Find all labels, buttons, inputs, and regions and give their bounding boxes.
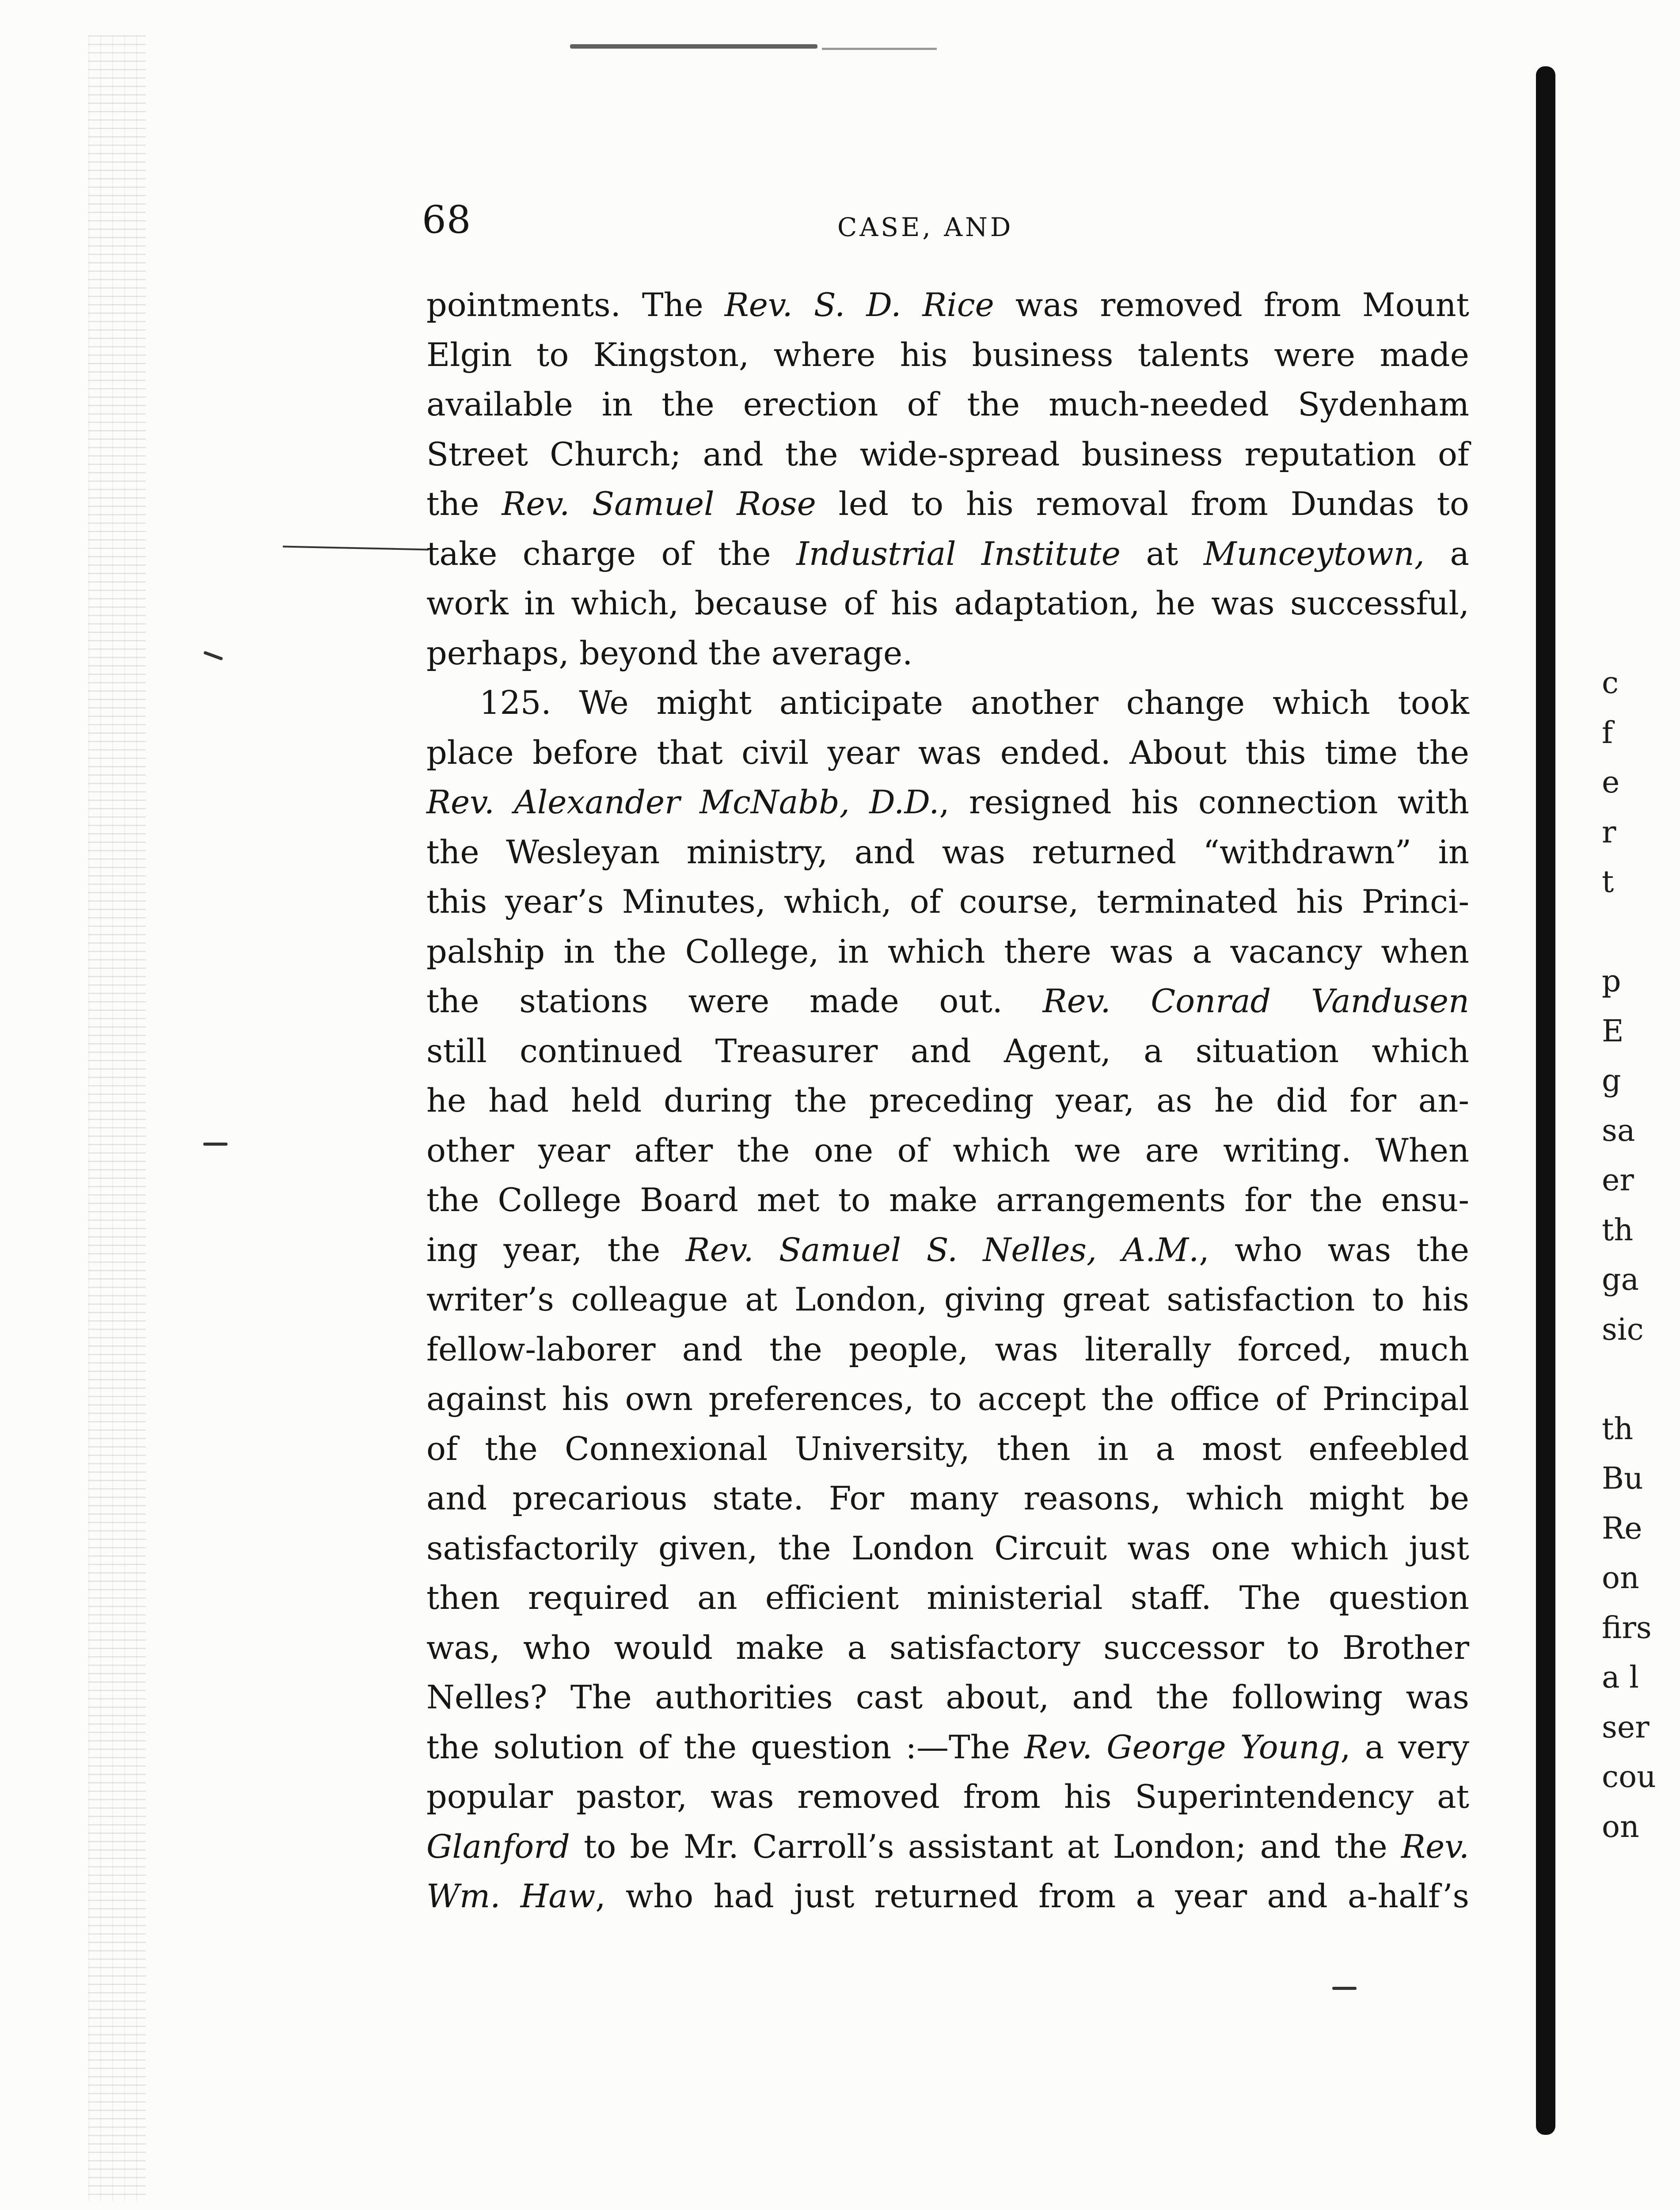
text-line	[426, 430, 1469, 480]
scan-artifact-top-rule	[570, 44, 817, 49]
text-line	[426, 1126, 1469, 1176]
text-line	[426, 331, 1469, 381]
text-run: 125. We might anticipate another change which took	[479, 684, 1469, 722]
running-head: CASE, AND	[837, 212, 1014, 242]
text-line	[426, 480, 1469, 530]
text-line	[426, 977, 1469, 1027]
text-run: of the Connexional University, then in a most enfeebled	[426, 1430, 1469, 1468]
text-line	[426, 678, 1469, 728]
facing-fragment: a l	[1602, 1660, 1639, 1695]
italic-name: Rev. Samuel S. Nelles, A.M.	[685, 1231, 1199, 1269]
facing-fragment: sa	[1602, 1113, 1635, 1148]
italic-name: Rev. George Young	[1024, 1728, 1341, 1766]
text-line	[426, 1474, 1469, 1524]
text-run: perhaps, beyond the average.	[426, 634, 913, 672]
italic-name: Glanford	[426, 1828, 570, 1866]
italic-name: Rev. S. D. Rice	[724, 286, 994, 324]
facing-fragment	[1602, 1355, 1680, 1405]
facing-fragment: t	[1602, 865, 1614, 899]
text-run: was removed from Mount	[994, 286, 1469, 324]
italic-name: Rev. Conrad Vandusen	[1042, 983, 1469, 1020]
pencil-margin-mark	[283, 546, 429, 551]
facing-fragment: r	[1602, 815, 1616, 850]
text-line	[426, 1772, 1469, 1822]
text-line	[426, 1226, 1469, 1276]
text-run: Nelles? The authorities cast about, and the following was	[426, 1679, 1469, 1716]
scan-noise-left-margin	[88, 35, 146, 2201]
text-line	[426, 530, 1469, 579]
text-line	[426, 1275, 1469, 1325]
text-line	[426, 281, 1469, 331]
text-run: Elgin to Kingston, where his business talents were made	[426, 336, 1469, 374]
text-run: a	[1424, 535, 1469, 573]
text-line	[426, 1425, 1469, 1475]
text-run: , resigned his connection with	[939, 784, 1469, 821]
text-run: led to his removal from Dundas to	[816, 485, 1469, 523]
text-run: the stations were made out.	[426, 983, 1043, 1020]
text-run: pointments. The	[426, 286, 725, 324]
italic-name: Wm. Haw	[426, 1878, 596, 1915]
text-line	[426, 629, 1469, 679]
text-run: other year after the one of which we are writing. When	[426, 1132, 1469, 1170]
text-run: Street Church; and the wide-spread business reputation of	[426, 435, 1469, 473]
scan-artifact-top-rule-tail	[822, 48, 937, 50]
text-run: place before that civil year was ended. About this time the	[426, 734, 1469, 772]
italic-name: Industrial Institute	[796, 535, 1121, 573]
facing-fragment: th	[1602, 1212, 1634, 1248]
text-run: was, who would make a satisfactory successor to Brother	[426, 1629, 1469, 1667]
facing-fragment: E	[1602, 1014, 1624, 1049]
text-line	[426, 579, 1469, 629]
page-number: 68	[422, 198, 471, 242]
text-line	[426, 1375, 1469, 1425]
facing-fragment: g	[1602, 1063, 1621, 1098]
facing-fragment: e	[1602, 765, 1620, 800]
facing-fragment: Bu	[1602, 1461, 1643, 1496]
text-run: then required an efficient ministerial staff. The question	[426, 1579, 1469, 1617]
text-run: to be Mr. Carroll’s assistant at London; and the	[570, 1828, 1402, 1866]
facing-fragment: th	[1602, 1411, 1634, 1447]
text-line	[426, 1623, 1469, 1673]
body-text	[426, 281, 1469, 1922]
text-run: the	[426, 485, 502, 523]
text-line	[426, 1325, 1469, 1375]
text-line	[426, 1822, 1469, 1872]
italic-name: Rev.	[1401, 1828, 1469, 1866]
text-run: available in the erection of the much-needed Sydenham	[426, 386, 1469, 423]
facing-fragment: ser	[1602, 1710, 1650, 1745]
text-run: , a very	[1340, 1728, 1469, 1766]
facing-fragment: er	[1602, 1163, 1634, 1198]
text-run: satisfactorily given, the London Circuit was one which just	[426, 1529, 1469, 1567]
text-run: this year’s Minutes, which, of course, terminated his Princi-	[426, 883, 1469, 921]
text-line	[426, 1076, 1469, 1126]
text-run: and precarious state. For many reasons, which might be	[426, 1480, 1469, 1517]
scan-artifact-dash	[203, 651, 223, 661]
text-run: the solution of the question :—The	[426, 1728, 1025, 1766]
facing-fragment: ga	[1602, 1262, 1639, 1297]
scan-artifact-dash	[203, 1143, 228, 1146]
facing-fragment: firs	[1602, 1610, 1652, 1646]
facing-fragment: c	[1602, 666, 1619, 701]
text-run: , who was the	[1199, 1231, 1469, 1269]
facing-fragment	[1602, 907, 1680, 957]
facing-fragment: on	[1602, 1561, 1639, 1596]
scan-artifact-dash	[1332, 1987, 1357, 1990]
italic-name: Rev. Alexander McNabb, D.D.	[426, 784, 939, 821]
text-run: fellow-laborer and the people, was literally forced, much	[426, 1330, 1469, 1368]
text-line	[426, 1027, 1469, 1077]
text-line	[426, 1673, 1469, 1723]
text-line	[426, 877, 1469, 927]
text-line	[426, 1524, 1469, 1574]
text-run: at	[1120, 535, 1204, 573]
text-line	[426, 1574, 1469, 1623]
facing-fragment: sic	[1602, 1312, 1644, 1347]
italic-name: Rev. Samuel Rose	[502, 485, 816, 523]
text-line	[426, 1176, 1469, 1226]
text-line	[426, 778, 1469, 828]
text-line	[426, 1723, 1469, 1773]
text-line	[426, 828, 1469, 878]
text-run: work in which, because of his adaptation, he was successful,	[426, 585, 1469, 622]
text-run: ing year, the	[426, 1231, 686, 1269]
page-binding-shadow	[1536, 66, 1555, 2135]
italic-name: Munceytown,	[1203, 535, 1425, 573]
text-run: still continued Treasurer and Agent, a situation which	[426, 1032, 1469, 1070]
text-run: popular pastor, was removed from his Superintendency at	[426, 1778, 1469, 1816]
text-run: take charge of the	[426, 535, 797, 573]
facing-fragment: cou	[1602, 1760, 1656, 1795]
facing-fragment: f	[1602, 715, 1613, 751]
text-line	[426, 380, 1469, 430]
text-run: against his own preferences, to accept the office of Principal	[426, 1380, 1469, 1418]
facing-fragment: on	[1602, 1809, 1639, 1844]
facing-page-fragments	[1602, 659, 1680, 1852]
text-run: he had held during the preceding year, as he did for an-	[426, 1082, 1469, 1120]
text-line	[426, 927, 1469, 977]
text-run: the College Board met to make arrangements for the ensu-	[426, 1181, 1469, 1219]
text-run: writer’s colleague at London, giving great satisfaction to his	[426, 1281, 1469, 1318]
text-run: , who had just returned from a year and a-half’s	[595, 1878, 1469, 1915]
text-line	[426, 1872, 1469, 1922]
text-run: palship in the College, in which there was a vacancy when	[426, 933, 1469, 971]
facing-fragment: Re	[1602, 1511, 1642, 1546]
text-run: the Wesleyan ministry, and was returned “withdrawn” in	[426, 833, 1469, 871]
facing-fragment: p	[1602, 964, 1621, 999]
text-line	[426, 728, 1469, 778]
